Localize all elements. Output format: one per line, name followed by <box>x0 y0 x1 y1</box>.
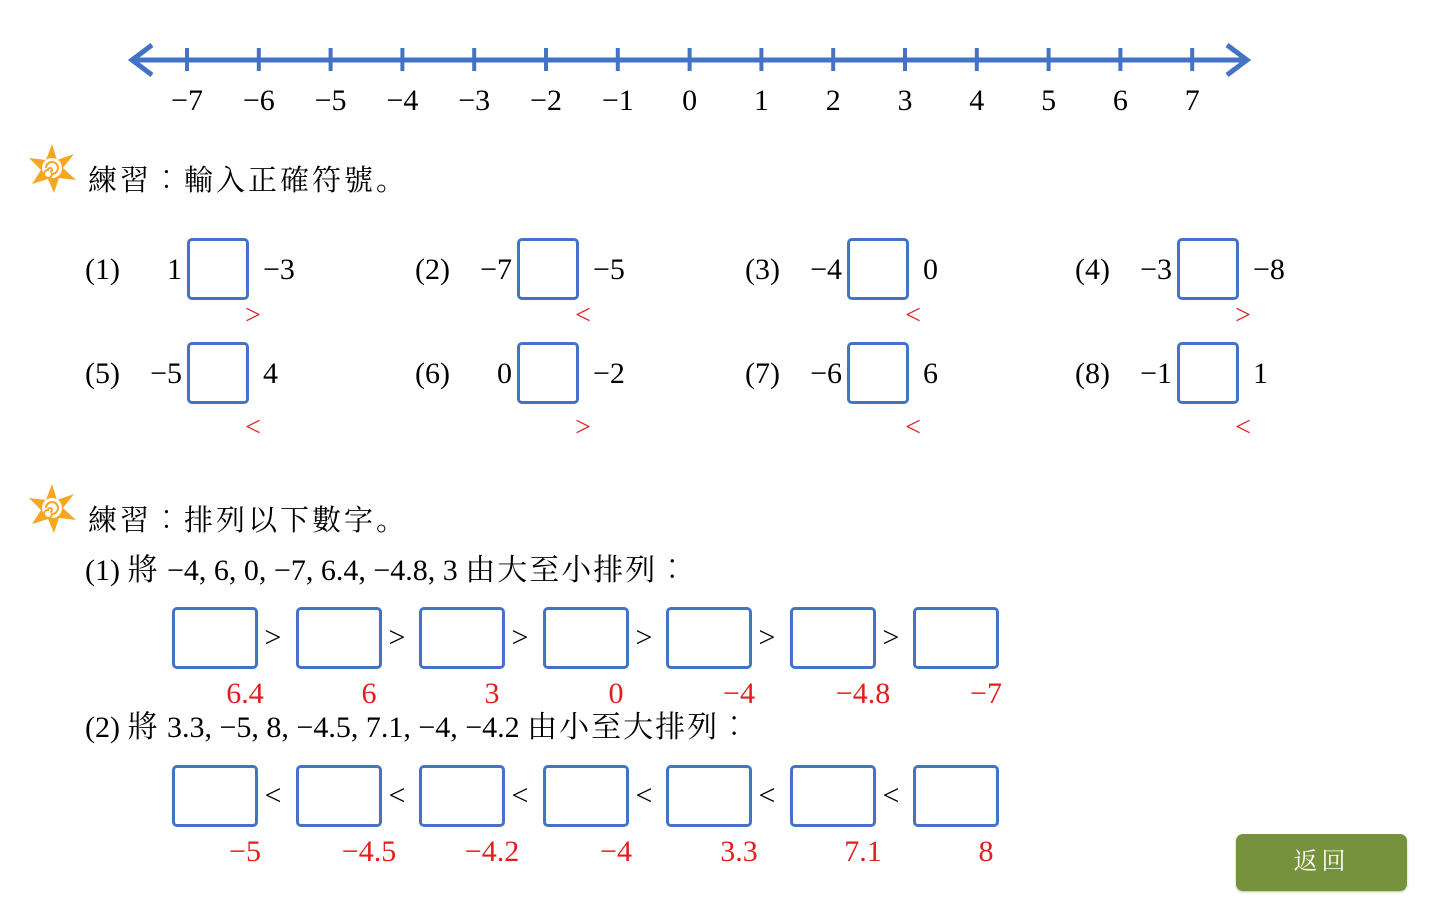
answer-sign: < <box>905 300 921 331</box>
right-number: 6 <box>923 357 938 390</box>
relation-sign: > <box>882 621 900 654</box>
relation-sign: < <box>635 779 653 812</box>
left-number: −7 <box>480 253 512 286</box>
answer-sign: > <box>575 412 591 443</box>
right-number: 4 <box>263 357 278 390</box>
ordering-input[interactable] <box>419 765 505 827</box>
answer-sign: < <box>905 412 921 443</box>
left-number: −4 <box>810 253 842 286</box>
ordering-input[interactable] <box>913 765 999 827</box>
ordering-prompt-2 <box>85 711 751 745</box>
ordering-input[interactable] <box>913 607 999 669</box>
ordering-input[interactable] <box>790 765 876 827</box>
ordering-input[interactable] <box>790 607 876 669</box>
relation-sign: < <box>388 779 406 812</box>
question-number: (2) <box>415 253 450 286</box>
ordering-answer: 6.4 <box>226 677 264 710</box>
ordering-input[interactable] <box>172 607 258 669</box>
tick-label: 3 <box>897 84 913 117</box>
ordering-input[interactable] <box>543 607 629 669</box>
left-number: −3 <box>1140 253 1172 286</box>
ordering-answer: −4 <box>723 677 755 710</box>
tick-label: 0 <box>682 84 698 117</box>
prompt-instruction: 由小至大排列︰ <box>527 711 752 744</box>
ordering-answer: 7.1 <box>844 835 882 868</box>
ordering-answer: −4.8 <box>835 677 891 710</box>
comparison-input[interactable] <box>847 238 909 300</box>
tick-label: −7 <box>171 84 203 117</box>
prompt-word: 將 <box>127 554 160 587</box>
comparison-input[interactable] <box>187 342 249 404</box>
tick-label: 6 <box>1112 84 1128 117</box>
prompt-number: (2) <box>85 711 120 744</box>
relation-sign: > <box>635 621 653 654</box>
question-number: (5) <box>85 357 120 390</box>
ordering-answer: −7 <box>970 677 1002 710</box>
relation-sign: > <box>511 621 529 654</box>
tick-label: 2 <box>825 84 841 117</box>
relation-sign: < <box>511 779 529 812</box>
ordering-answer: −4.5 <box>341 835 397 868</box>
tick-label: −3 <box>458 84 491 117</box>
comparison-input[interactable] <box>1177 342 1239 404</box>
answer-sign: < <box>1235 412 1251 443</box>
prompt-word: 將 <box>127 711 160 744</box>
comparison-input[interactable] <box>1177 238 1239 300</box>
star-icon <box>26 482 78 534</box>
question-number: (7) <box>745 357 780 390</box>
tick-label: −2 <box>530 84 562 117</box>
question-number: (4) <box>1075 253 1110 286</box>
question-number: (1) <box>85 253 120 286</box>
relation-sign: < <box>882 779 900 812</box>
left-number: 0 <box>497 357 512 390</box>
relation-sign: > <box>388 621 406 654</box>
ordering-prompt-1 <box>85 554 689 588</box>
right-number: −2 <box>593 357 625 390</box>
comparison-input[interactable] <box>187 238 249 300</box>
ordering-answer: 0 <box>608 677 624 710</box>
left-number: 1 <box>167 253 182 286</box>
ordering-answer: 3 <box>484 677 500 710</box>
ordering-answer: 3.3 <box>720 835 758 868</box>
back-button[interactable]: 返回 <box>1236 834 1407 891</box>
relation-sign: > <box>758 621 776 654</box>
ordering-input[interactable] <box>666 607 752 669</box>
left-number: −6 <box>810 357 842 390</box>
tick-label: −6 <box>242 84 275 117</box>
tick-label: 4 <box>969 84 985 117</box>
right-number: 1 <box>1253 357 1268 390</box>
ordering-answer: −4.2 <box>464 835 520 868</box>
exercise1-heading: 練習︰輸入正確符號。 <box>88 165 409 197</box>
ordering-input[interactable] <box>666 765 752 827</box>
right-number: −5 <box>593 253 625 286</box>
question-number: (6) <box>415 357 450 390</box>
ordering-input[interactable] <box>172 765 258 827</box>
exercise2-heading: 練習︰排列以下數字。 <box>88 505 409 537</box>
prompt-numbers: −4, 6, 0, −7, 6.4, −4.8, 3 <box>166 554 458 587</box>
prompt-numbers: 3.3, −5, 8, −4.5, 7.1, −4, −4.2 <box>166 711 520 744</box>
ordering-answer: 6 <box>361 677 377 710</box>
ordering-input[interactable] <box>296 765 382 827</box>
comparison-input[interactable] <box>517 238 579 300</box>
answer-sign: < <box>245 412 261 443</box>
comparison-input[interactable] <box>517 342 579 404</box>
tick-label: −5 <box>314 84 347 117</box>
ordering-answer: −4 <box>600 835 632 868</box>
question-number: (3) <box>745 253 780 286</box>
prompt-number: (1) <box>85 554 120 587</box>
right-number: −8 <box>1253 253 1285 286</box>
number-line <box>0 0 1446 84</box>
ordering-input[interactable] <box>419 607 505 669</box>
star-icon <box>26 142 78 194</box>
question-number: (8) <box>1075 357 1110 390</box>
answer-sign: > <box>245 300 261 331</box>
comparison-input[interactable] <box>847 342 909 404</box>
tick-label: 5 <box>1041 84 1057 117</box>
ordering-input[interactable] <box>296 607 382 669</box>
answer-sign: > <box>1235 300 1251 331</box>
ordering-answer: −5 <box>229 835 261 868</box>
relation-sign: < <box>758 779 776 812</box>
prompt-instruction: 由大至小排列︰ <box>465 554 690 587</box>
tick-label: 1 <box>753 84 769 117</box>
right-number: 0 <box>923 253 938 286</box>
relation-sign: < <box>264 779 282 812</box>
tick-label: −1 <box>601 84 634 117</box>
ordering-input[interactable] <box>543 765 629 827</box>
tick-label: −4 <box>386 84 419 117</box>
left-number: −1 <box>1140 357 1172 390</box>
answer-sign: < <box>575 300 591 331</box>
ordering-answer: 8 <box>978 835 994 868</box>
tick-label: 7 <box>1184 84 1200 117</box>
relation-sign: > <box>264 621 282 654</box>
right-number: −3 <box>263 253 295 286</box>
left-number: −5 <box>150 357 182 390</box>
